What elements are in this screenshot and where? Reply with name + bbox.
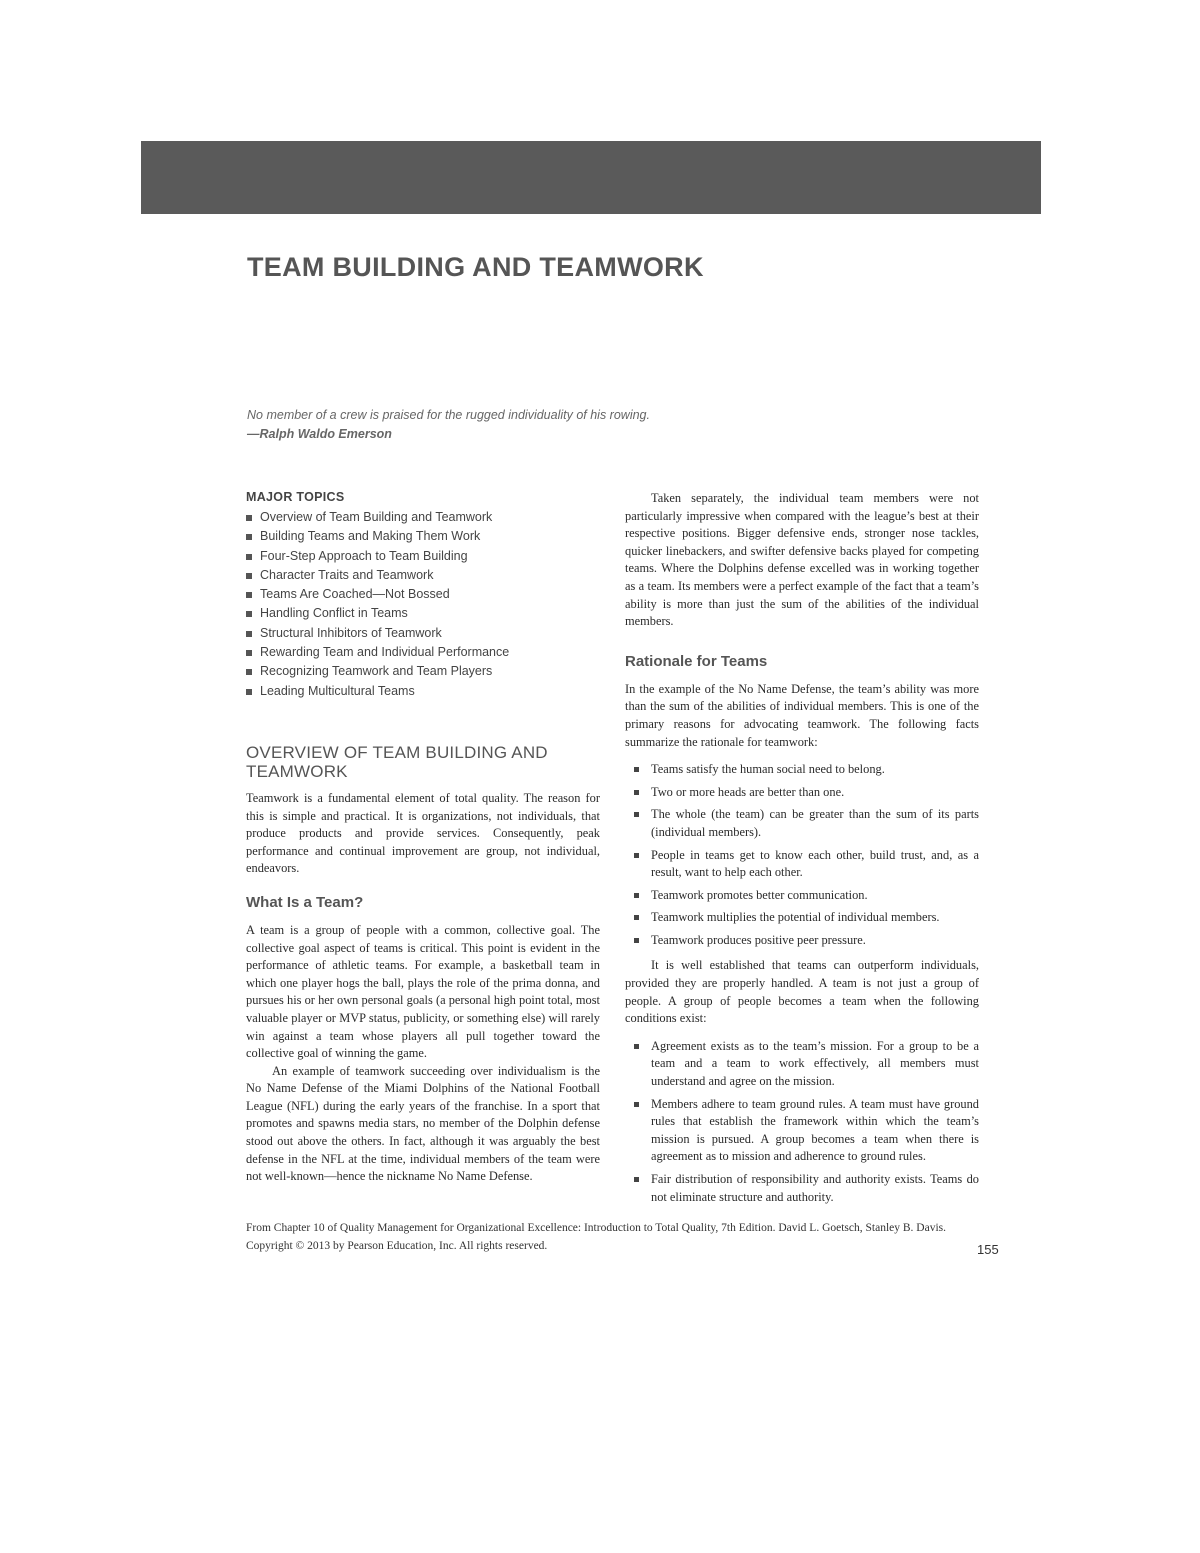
team-conditions-paragraph: It is well established that teams can outperform individuals, provided they are properly handled. A team is not just a group of people. A group of people becomes a team when the following conditions exist: — [625, 958, 979, 1026]
rationale-paragraph: In the example of the No Name Defense, the team’s ability was more than the sum of the abilities of individual members. This is one of the primary reasons for advocating teamwork. The following facts summarize the rationale for teamwork: — [625, 681, 979, 749]
page-number: 155 — [977, 1242, 999, 1257]
left-column — [246, 490, 600, 1186]
topic-item: Overview of Team Building and Teamwork — [246, 508, 600, 527]
right-column — [625, 490, 979, 1214]
topic-item: Leading Multicultural Teams — [246, 682, 600, 701]
rationale-item: Teamwork produces positive peer pressure. — [625, 932, 979, 950]
epigraph — [247, 408, 650, 441]
epigraph-quote: No member of a crew is praised for the rugged individuality of his rowing. — [247, 408, 650, 422]
topic-item: Building Teams and Making Them Work — [246, 527, 600, 546]
dolphins-paragraph: Taken separately, the individual team members were not particularly impressive when compared with the league’s best at their respective positions. Bigger defensive ends, stronger nose tackles, quicker linebackers, and swifter defensive backs played for competing teams. Where the Dolphins defense excelled was in working together as a team. Its members were a perfect example of the fact that a team’s ability is more than just the sum of the abilities of the individual members. — [625, 491, 979, 629]
source-footnote: From Chapter 10 of Quality Management for Organizational Excellence: Introduction to Total Quality, 7th Edition. David L. Goetsch, Stanley B. Davis. Copyright © 2013 by Pearson Education, Inc. All rights reserved. — [246, 1222, 947, 1252]
what-is-team-paragraph: A team is a group of people with a common, collective goal. The collective goal aspect of teams is critical. This point is evident in the performance of athletic teams. For example, a basketball team in which one player hogs the ball, plays the role of the prima donna, and pursues his or her own personal goals (a personal high point total, most valuable player or MVP status, publicity, or something else) will rarely win against a team whose players all pull together toward the collective goal of winning the game. — [246, 922, 600, 1061]
rationale-item: People in teams get to know each other, build trust, and, as a result, want to help each other. — [625, 847, 979, 882]
topic-item: Rewarding Team and Individual Performance — [246, 643, 600, 662]
rationale-item: Teamwork multiplies the potential of individual members. — [625, 909, 979, 927]
rationale-heading: Rationale for Teams — [625, 652, 768, 670]
what-is-team-heading: What Is a Team? — [246, 893, 364, 911]
overview-heading: OVERVIEW OF TEAM BUILDING AND TEAMWORK — [246, 742, 548, 781]
condition-item: Agreement exists as to the team’s mission. For a group to be a team and a team to work effectively, all members must understand and agree on the mission. — [625, 1038, 979, 1091]
conditions-list — [625, 1038, 979, 1206]
rationale-item: Two or more heads are better than one. — [625, 784, 979, 802]
rationale-list — [625, 761, 979, 949]
rationale-item: Teamwork promotes better communication. — [625, 887, 979, 905]
overview-paragraph: Teamwork is a fundamental element of total quality. The reason for this is simple and practical. It is organizations, not individuals, that produce products and provide services. Consequently, peak performance and continual improvement are group, not individual, endeavors. — [246, 790, 600, 876]
major-topics-list — [246, 508, 600, 701]
topic-item: Recognizing Teamwork and Team Players — [246, 662, 600, 681]
topic-item: Character Traits and Teamwork — [246, 566, 600, 585]
topic-item: Handling Conflict in Teams — [246, 604, 600, 623]
topic-item: Structural Inhibitors of Teamwork — [246, 624, 600, 643]
topic-item: Teams Are Coached—Not Bossed — [246, 585, 600, 604]
chapter-banner — [141, 141, 1041, 214]
epigraph-author: —Ralph Waldo Emerson — [247, 427, 392, 441]
chapter-title: TEAM BUILDING AND TEAMWORK — [247, 252, 704, 282]
major-topics-heading: MAJOR TOPICS — [246, 490, 345, 504]
rationale-item: Teams satisfy the human social need to belong. — [625, 761, 979, 779]
rationale-item: The whole (the team) can be greater than the sum of its parts (individual members). — [625, 806, 979, 841]
condition-item: Members adhere to team ground rules. A team must have ground rules that establish the framework within which the team’s mission is pursued. A group becomes a team when there is agreement as to mission and adherence to ground rules. — [625, 1096, 979, 1166]
condition-item: Fair distribution of responsibility and authority exists. Teams do not eliminate structure and authority. — [625, 1171, 979, 1206]
topic-item: Four-Step Approach to Team Building — [246, 547, 600, 566]
no-name-defense-paragraph: An example of teamwork succeeding over individualism is the No Name Defense of the Miami Dolphins of the National Football League (NFL) during the early years of the franchise. In a sport that promotes and spawns media stars, no member of the Dolphin defense stood out above the others. In fact, although it was arguably the best defense in the NFL at the time, individual members of the team were not well-known—hence the nickname No Name Defense. — [246, 1063, 600, 1184]
